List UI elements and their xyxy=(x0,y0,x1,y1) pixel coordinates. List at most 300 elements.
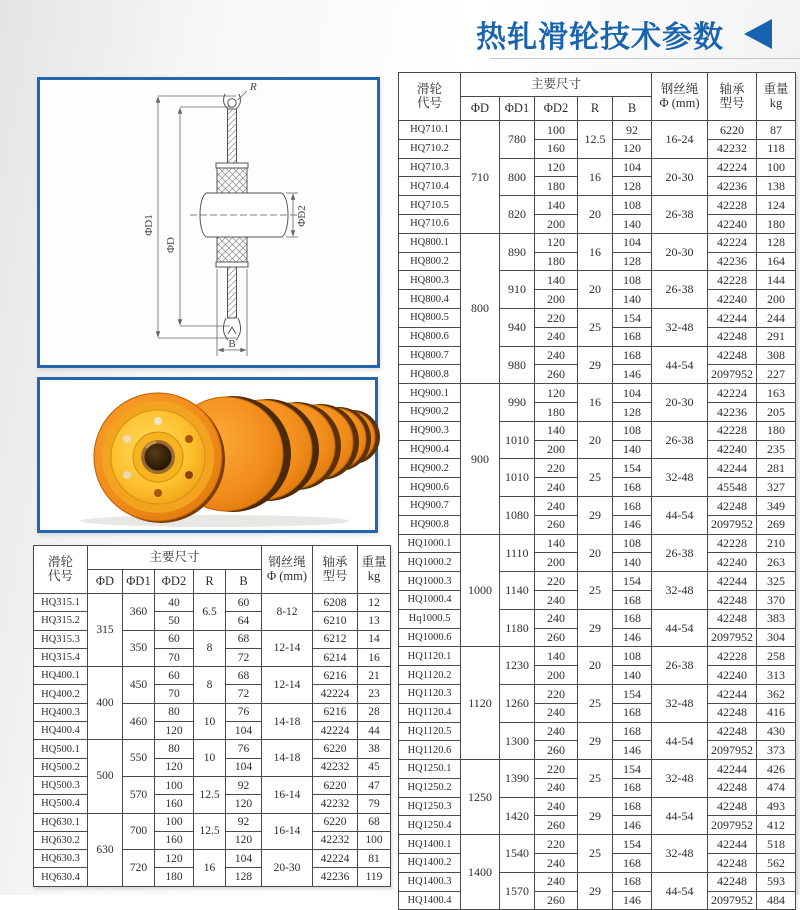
cell-width-b: 146 xyxy=(613,628,652,647)
cell-weight-kg: 38 xyxy=(358,740,391,758)
cell-width-b: 104 xyxy=(613,233,652,252)
cell-bearing-model: 42224 xyxy=(708,233,757,252)
cell-diameter-d2: 260 xyxy=(535,891,578,910)
cell-width-b: 168 xyxy=(613,609,652,628)
cell-bearing-model: 42228 xyxy=(708,647,757,666)
cell-bearing-model: 42248 xyxy=(708,872,757,891)
cell-diameter-d: 710 xyxy=(461,121,500,234)
cell-width-b: 168 xyxy=(613,778,652,797)
cell-rope-diameter: 16-24 xyxy=(652,121,708,159)
cell-diameter-d1: 940 xyxy=(500,308,535,346)
cell-weight-kg: 593 xyxy=(757,872,796,891)
cell-pulley-code: HQ800.5 xyxy=(399,308,461,327)
cell-bearing-model: 42244 xyxy=(708,835,757,854)
cell-weight-kg: 28 xyxy=(358,703,391,721)
cell-width-b: 104 xyxy=(226,758,262,776)
cell-diameter-d1: 1230 xyxy=(500,647,535,685)
cell-diameter-d1: 1570 xyxy=(500,872,535,910)
dim-label-r: R xyxy=(250,81,257,93)
cell-rope-diameter: 14-18 xyxy=(262,740,313,777)
cell-width-b: 146 xyxy=(613,891,652,910)
col-header-weight: 重量 kg xyxy=(358,546,391,594)
subcol-b: B xyxy=(613,97,652,121)
cell-diameter-d2: 80 xyxy=(155,740,194,758)
cell-bearing-model: 42236 xyxy=(708,402,757,421)
cell-rope-diameter: 44-54 xyxy=(652,346,708,384)
cell-width-b: 128 xyxy=(613,402,652,421)
cell-pulley-code: HQ710.6 xyxy=(399,214,461,233)
cell-width-b: 92 xyxy=(226,776,262,794)
cell-diameter-d2: 260 xyxy=(535,365,578,384)
table-row xyxy=(399,421,796,440)
cell-groove-radius: 20 xyxy=(578,534,613,572)
cell-diameter-d2: 220 xyxy=(535,308,578,327)
cell-diameter-d2: 240 xyxy=(535,872,578,891)
cell-width-b: 140 xyxy=(613,553,652,572)
cell-diameter-d1: 720 xyxy=(123,850,155,887)
cell-weight-kg: 258 xyxy=(757,647,796,666)
cell-bearing-model: 42232 xyxy=(313,831,358,849)
cell-width-b: 140 xyxy=(613,290,652,309)
cell-width-b: 108 xyxy=(613,196,652,215)
cell-diameter-d: 900 xyxy=(461,384,500,534)
cell-diameter-d2: 200 xyxy=(535,666,578,685)
cell-width-b: 168 xyxy=(613,854,652,873)
cell-weight-kg: 118 xyxy=(757,139,796,158)
cell-rope-diameter: 20-30 xyxy=(652,384,708,422)
cell-diameter-d: 315 xyxy=(88,594,123,667)
cell-diameter-d1: 570 xyxy=(123,776,155,813)
cell-pulley-code: HQ1400.2 xyxy=(399,854,461,873)
cell-width-b: 92 xyxy=(613,121,652,140)
cell-width-b: 146 xyxy=(613,515,652,534)
pulley-cross-section-drawing xyxy=(40,80,377,365)
cell-diameter-d2: 100 xyxy=(535,121,578,140)
cell-weight-kg: 426 xyxy=(757,760,796,779)
cell-diameter-d1: 800 xyxy=(500,158,535,196)
cell-weight-kg: 14 xyxy=(358,630,391,648)
cell-bearing-model: 42240 xyxy=(708,290,757,309)
cell-pulley-code: HQ710.1 xyxy=(399,121,461,140)
cell-diameter-d2: 120 xyxy=(535,384,578,403)
cell-width-b: 168 xyxy=(613,346,652,365)
cell-weight-kg: 47 xyxy=(358,776,391,794)
cell-width-b: 168 xyxy=(613,797,652,816)
cell-pulley-code: HQ1000.3 xyxy=(399,572,461,591)
cell-groove-radius: 29 xyxy=(578,496,613,534)
cell-groove-radius: 10 xyxy=(194,740,226,777)
cell-diameter-d2: 240 xyxy=(535,609,578,628)
col-header-bearing: 轴承 型号 xyxy=(313,546,358,594)
parameter-table-large-pulleys xyxy=(398,72,796,910)
cell-weight-kg: 180 xyxy=(757,214,796,233)
table-row xyxy=(399,308,796,327)
pulley-section-geometry xyxy=(190,94,302,340)
cell-diameter-d2: 260 xyxy=(535,515,578,534)
cell-weight-kg: 235 xyxy=(757,440,796,459)
table-row xyxy=(399,647,796,666)
cell-groove-radius: 25 xyxy=(578,308,613,346)
dim-label-b: B xyxy=(228,338,236,350)
cell-diameter-d2: 240 xyxy=(535,496,578,515)
cell-width-b: 76 xyxy=(226,740,262,758)
cell-diameter-d1: 1260 xyxy=(500,684,535,722)
cell-rope-diameter: 20-30 xyxy=(262,850,313,887)
table-row xyxy=(34,630,391,648)
cell-weight-kg: 383 xyxy=(757,609,796,628)
cell-bearing-model: 42248 xyxy=(708,327,757,346)
cell-diameter-d2: 120 xyxy=(535,158,578,177)
cell-diameter-d1: 910 xyxy=(500,271,535,309)
cell-width-b: 72 xyxy=(226,685,262,703)
table-row xyxy=(399,722,796,741)
cell-diameter-d2: 180 xyxy=(535,402,578,421)
table-row xyxy=(399,346,796,365)
cell-groove-radius: 25 xyxy=(578,835,613,873)
cell-width-b: 146 xyxy=(613,741,652,760)
cell-pulley-code: HQ1120.3 xyxy=(399,684,461,703)
cell-weight-kg: 484 xyxy=(757,891,796,910)
cell-width-b: 104 xyxy=(613,384,652,403)
cell-weight-kg: 562 xyxy=(757,854,796,873)
subcol-d1: ΦD1 xyxy=(500,97,535,121)
cell-diameter-d2: 240 xyxy=(535,478,578,497)
cell-width-b: 92 xyxy=(226,813,262,831)
cell-weight-kg: 144 xyxy=(757,271,796,290)
cell-diameter-d2: 140 xyxy=(535,271,578,290)
cell-rope-diameter: 12-14 xyxy=(262,630,313,667)
cell-bearing-model: 2097952 xyxy=(708,741,757,760)
cell-diameter-d2: 60 xyxy=(155,667,194,685)
cell-diameter-d: 500 xyxy=(88,740,123,813)
cell-pulley-code: HQ1000.1 xyxy=(399,534,461,553)
cell-diameter-d1: 1010 xyxy=(500,459,535,497)
cell-pulley-code: HQ1000.2 xyxy=(399,553,461,572)
cell-width-b: 120 xyxy=(226,795,262,813)
subcol-d: ΦD xyxy=(88,570,123,594)
cell-width-b: 146 xyxy=(613,365,652,384)
cell-weight-kg: 200 xyxy=(757,290,796,309)
cell-weight-kg: 164 xyxy=(757,252,796,271)
cell-diameter-d2: 200 xyxy=(535,290,578,309)
cell-rope-diameter: 20-30 xyxy=(652,233,708,271)
cell-diameter-d2: 60 xyxy=(155,630,194,648)
cell-width-b: 154 xyxy=(613,572,652,591)
cell-pulley-code: HQ900.6 xyxy=(399,478,461,497)
technical-drawing-panel xyxy=(37,77,380,368)
cell-diameter-d1: 1140 xyxy=(500,572,535,610)
cell-weight-kg: 430 xyxy=(757,722,796,741)
cell-width-b: 154 xyxy=(613,760,652,779)
cell-diameter-d2: 240 xyxy=(535,346,578,365)
cell-bearing-model: 42236 xyxy=(313,868,358,886)
cell-width-b: 168 xyxy=(613,872,652,891)
cell-pulley-code: HQ900.1 xyxy=(399,384,461,403)
cell-groove-radius: 20 xyxy=(578,647,613,685)
cell-pulley-code: HQ400.4 xyxy=(34,722,88,740)
cell-rope-diameter: 32-48 xyxy=(652,572,708,610)
cell-bearing-model: 42248 xyxy=(708,346,757,365)
subcol-d1: ΦD1 xyxy=(123,570,155,594)
left-triangle-icon xyxy=(744,19,772,49)
cell-rope-diameter: 14-18 xyxy=(262,703,313,740)
cell-width-b: 154 xyxy=(613,459,652,478)
cell-diameter-d2: 240 xyxy=(535,722,578,741)
cell-width-b: 76 xyxy=(226,703,262,721)
cell-rope-diameter: 32-48 xyxy=(652,684,708,722)
cell-weight-kg: 327 xyxy=(757,478,796,497)
cell-groove-radius: 29 xyxy=(578,722,613,760)
cell-groove-radius: 16 xyxy=(578,233,613,271)
cell-width-b: 104 xyxy=(226,850,262,868)
cell-bearing-model: 42248 xyxy=(708,797,757,816)
photo-shadow xyxy=(80,515,350,527)
cell-pulley-code: HQ800.4 xyxy=(399,290,461,309)
table-row xyxy=(34,813,391,831)
cell-rope-diameter: 16-14 xyxy=(262,813,313,850)
cell-width-b: 120 xyxy=(613,139,652,158)
cell-groove-radius: 16 xyxy=(194,850,226,887)
cell-pulley-code: HQ400.2 xyxy=(34,685,88,703)
cell-diameter-d1: 780 xyxy=(500,121,535,159)
cell-weight-kg: 12 xyxy=(358,594,391,612)
cell-bearing-model: 6220 xyxy=(313,776,358,794)
cell-diameter-d: 1120 xyxy=(461,647,500,760)
cell-bearing-model: 6220 xyxy=(313,740,358,758)
cell-rope-diameter: 32-48 xyxy=(652,308,708,346)
cell-weight-kg: 13 xyxy=(358,612,391,630)
cell-diameter-d2: 120 xyxy=(155,758,194,776)
cell-rope-diameter: 16-14 xyxy=(262,776,313,813)
cell-width-b: 68 xyxy=(226,667,262,685)
cell-weight-kg: 227 xyxy=(757,365,796,384)
cell-diameter-d: 400 xyxy=(88,667,123,740)
cell-diameter-d2: 180 xyxy=(535,252,578,271)
cell-bearing-model: 2097952 xyxy=(708,891,757,910)
cell-rope-diameter: 44-54 xyxy=(652,797,708,835)
page-title: 热轧滑轮技术参数 xyxy=(476,21,724,54)
cell-diameter-d2: 80 xyxy=(155,703,194,721)
cell-weight-kg: 210 xyxy=(757,534,796,553)
cell-weight-kg: 313 xyxy=(757,666,796,685)
cell-groove-radius: 8 xyxy=(194,630,226,667)
cell-rope-diameter: 44-54 xyxy=(652,722,708,760)
cell-weight-kg: 68 xyxy=(358,813,391,831)
cell-bearing-model: 42244 xyxy=(708,684,757,703)
cell-diameter-d1: 980 xyxy=(500,346,535,384)
cell-diameter-d2: 240 xyxy=(535,590,578,609)
cell-weight-kg: 291 xyxy=(757,327,796,346)
cell-bearing-model: 42240 xyxy=(708,553,757,572)
cell-diameter-d2: 220 xyxy=(535,572,578,591)
table-row xyxy=(399,609,796,628)
cell-pulley-code: HQ315.1 xyxy=(34,594,88,612)
cell-weight-kg: 45 xyxy=(358,758,391,776)
cell-bearing-model: 6220 xyxy=(313,813,358,831)
cell-pulley-code: HQ315.4 xyxy=(34,648,88,666)
cell-width-b: 128 xyxy=(613,252,652,271)
cell-rope-diameter: 26-38 xyxy=(652,196,708,234)
table-row xyxy=(399,459,796,478)
cell-bearing-model: 2097952 xyxy=(708,365,757,384)
cell-rope-diameter: 8-12 xyxy=(262,594,313,631)
cell-pulley-code: HQ900.3 xyxy=(399,421,461,440)
cell-width-b: 108 xyxy=(613,534,652,553)
cell-groove-radius: 25 xyxy=(578,572,613,610)
cell-bearing-model: 42228 xyxy=(708,196,757,215)
cell-pulley-code: HQ1400.3 xyxy=(399,872,461,891)
cell-groove-radius: 29 xyxy=(578,797,613,835)
cell-diameter-d1: 1080 xyxy=(500,496,535,534)
cell-diameter-d2: 40 xyxy=(155,594,194,612)
col-header-code: 滑轮 代号 xyxy=(399,73,461,121)
col-header-bearing: 轴承 型号 xyxy=(708,73,757,121)
cell-pulley-code: HQ710.5 xyxy=(399,196,461,215)
cell-weight-kg: 518 xyxy=(757,835,796,854)
cell-groove-radius: 20 xyxy=(578,271,613,309)
header-divider xyxy=(490,58,800,59)
cell-groove-radius: 12.5 xyxy=(194,813,226,850)
cell-width-b: 104 xyxy=(226,722,262,740)
table-row xyxy=(34,740,391,758)
cell-bearing-model: 42224 xyxy=(708,158,757,177)
cell-weight-kg: 205 xyxy=(757,402,796,421)
cell-groove-radius: 10 xyxy=(194,703,226,740)
table-row xyxy=(399,384,796,403)
cell-rope-diameter: 26-38 xyxy=(652,534,708,572)
subcol-r: R xyxy=(578,97,613,121)
cell-width-b: 108 xyxy=(613,421,652,440)
cell-weight-kg: 308 xyxy=(757,346,796,365)
cell-bearing-model: 2097952 xyxy=(708,628,757,647)
cell-groove-radius: 29 xyxy=(578,346,613,384)
cell-rope-diameter: 44-54 xyxy=(652,872,708,910)
subcol-b: B xyxy=(226,570,262,594)
parameter-table-small-pulleys xyxy=(33,545,391,887)
cell-groove-radius: 20 xyxy=(578,421,613,459)
cell-width-b: 168 xyxy=(613,496,652,515)
cell-bearing-model: 42248 xyxy=(708,590,757,609)
cell-diameter-d2: 240 xyxy=(535,797,578,816)
cell-weight-kg: 180 xyxy=(757,421,796,440)
cell-bearing-model: 42244 xyxy=(708,459,757,478)
cell-pulley-code: HQ500.4 xyxy=(34,795,88,813)
col-header-weight: 重量 kg xyxy=(757,73,796,121)
cell-pulley-code: HQ1250.3 xyxy=(399,797,461,816)
cell-diameter-d1: 1110 xyxy=(500,534,535,572)
col-header-code: 滑轮 代号 xyxy=(34,546,88,594)
cell-bearing-model: 42248 xyxy=(708,703,757,722)
cell-diameter-d: 630 xyxy=(88,813,123,886)
cell-diameter-d1: 990 xyxy=(500,384,535,422)
cell-weight-kg: 21 xyxy=(358,667,391,685)
table-row xyxy=(34,667,391,685)
cell-width-b: 168 xyxy=(613,703,652,722)
cell-width-b: 64 xyxy=(226,612,262,630)
cell-pulley-code: HQ900.2 xyxy=(399,402,461,421)
cell-rope-diameter: 44-54 xyxy=(652,496,708,534)
table-row xyxy=(399,271,796,290)
cell-weight-kg: 119 xyxy=(358,868,391,886)
cell-diameter-d2: 120 xyxy=(155,850,194,868)
cell-diameter-d: 1250 xyxy=(461,760,500,835)
cell-diameter-d2: 260 xyxy=(535,816,578,835)
cell-bearing-model: 42236 xyxy=(708,252,757,271)
cell-pulley-code: HQ800.8 xyxy=(399,365,461,384)
cell-diameter-d1: 890 xyxy=(500,233,535,271)
table-row xyxy=(399,158,796,177)
cell-diameter-d2: 240 xyxy=(535,854,578,873)
cell-groove-radius: 6.5 xyxy=(194,594,226,631)
cell-pulley-code: HQ630.2 xyxy=(34,831,88,849)
cell-rope-diameter: 26-38 xyxy=(652,647,708,685)
cell-diameter-d2: 260 xyxy=(535,741,578,760)
cell-bearing-model: 42248 xyxy=(708,854,757,873)
cell-pulley-code: HQ400.3 xyxy=(34,703,88,721)
cell-pulley-code: HQ800.2 xyxy=(399,252,461,271)
cell-groove-radius: 20 xyxy=(578,196,613,234)
cell-bearing-model: 42232 xyxy=(313,795,358,813)
cell-bearing-model: 42248 xyxy=(708,722,757,741)
cell-bearing-model: 6208 xyxy=(313,594,358,612)
cell-pulley-code: HQ500.3 xyxy=(34,776,88,794)
cell-diameter-d2: 220 xyxy=(535,760,578,779)
table-row xyxy=(399,233,796,252)
pulley-photo-panel xyxy=(37,377,378,533)
cell-diameter-d1: 820 xyxy=(500,196,535,234)
cell-weight-kg: 370 xyxy=(757,590,796,609)
cell-pulley-code: HQ710.2 xyxy=(399,139,461,158)
table-row xyxy=(34,776,391,794)
cell-width-b: 104 xyxy=(613,158,652,177)
cell-diameter-d1: 1540 xyxy=(500,835,535,873)
table-row xyxy=(399,684,796,703)
cell-groove-radius: 16 xyxy=(578,384,613,422)
cell-diameter-d1: 700 xyxy=(123,813,155,850)
cell-bearing-model: 42240 xyxy=(708,666,757,685)
cell-width-b: 60 xyxy=(226,594,262,612)
cell-weight-kg: 138 xyxy=(757,177,796,196)
cell-pulley-code: HQ1120.6 xyxy=(399,741,461,760)
cell-pulley-code: HQ800.1 xyxy=(399,233,461,252)
cell-weight-kg: 281 xyxy=(757,459,796,478)
cell-width-b: 108 xyxy=(613,271,652,290)
cell-weight-kg: 373 xyxy=(757,741,796,760)
table-row xyxy=(399,835,796,854)
cell-bearing-model: 42228 xyxy=(708,534,757,553)
cell-groove-radius: 25 xyxy=(578,459,613,497)
table-row xyxy=(34,594,391,612)
cell-pulley-code: HQ630.4 xyxy=(34,868,88,886)
dim-label-d2: ΦD2 xyxy=(296,205,308,227)
cell-bearing-model: 42240 xyxy=(708,440,757,459)
subcol-d: ΦD xyxy=(461,97,500,121)
cell-pulley-code: HQ500.2 xyxy=(34,758,88,776)
cell-weight-kg: 263 xyxy=(757,553,796,572)
cell-width-b: 140 xyxy=(613,666,652,685)
cell-width-b: 154 xyxy=(613,684,652,703)
cell-rope-diameter: 32-48 xyxy=(652,459,708,497)
cell-width-b: 120 xyxy=(226,831,262,849)
cell-weight-kg: 269 xyxy=(757,515,796,534)
cell-groove-radius: 16 xyxy=(578,158,613,196)
cell-bearing-model: 6216 xyxy=(313,667,358,685)
cell-weight-kg: 493 xyxy=(757,797,796,816)
cell-pulley-code: HQ800.6 xyxy=(399,327,461,346)
cell-rope-diameter: 44-54 xyxy=(652,609,708,647)
cell-weight-kg: 474 xyxy=(757,778,796,797)
cell-pulley-code: HQ1120.5 xyxy=(399,722,461,741)
